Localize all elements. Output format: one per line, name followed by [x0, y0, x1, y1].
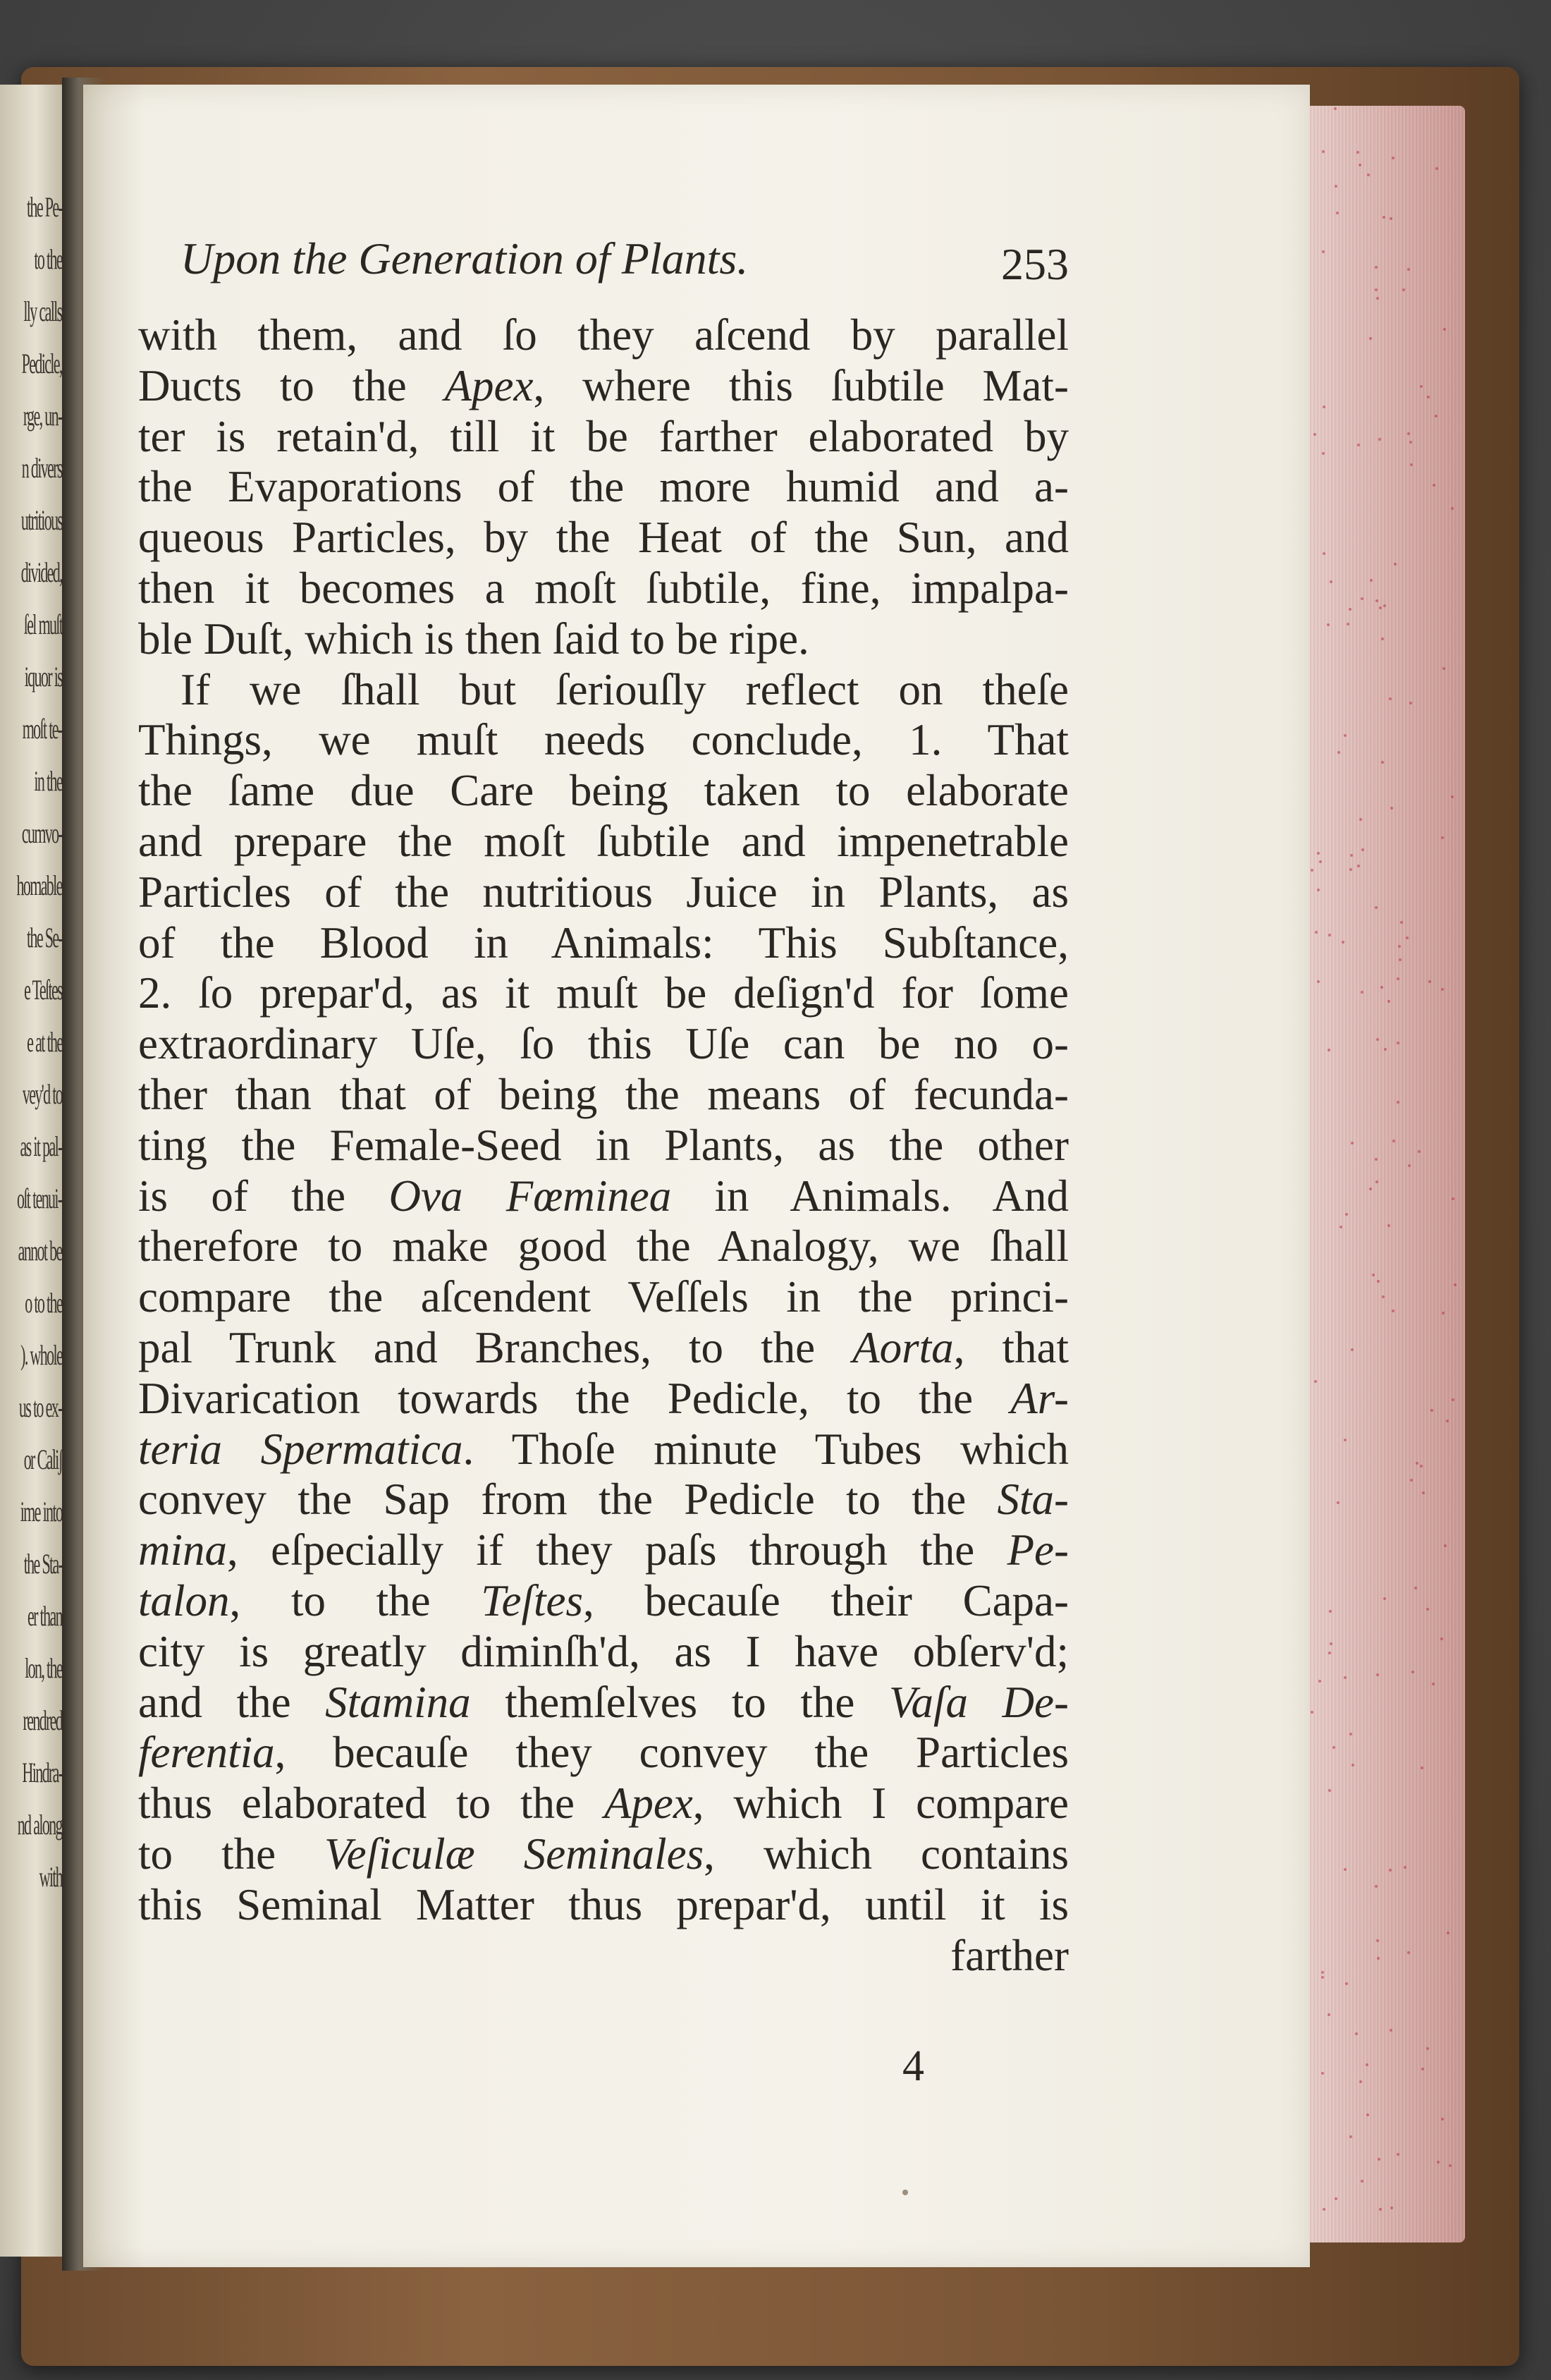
text-line [138, 867, 1069, 918]
edge-speck [1359, 164, 1361, 166]
facing-page-fragment: n divers [21, 452, 62, 484]
facing-page-fragment: ime into [20, 1496, 62, 1527]
edge-speck [1328, 1789, 1331, 1792]
edge-speck [1345, 1213, 1348, 1216]
edge-speck [1433, 484, 1435, 487]
edge-speck [1345, 1982, 1348, 1985]
facing-page-fragment: lon, the [25, 1652, 62, 1684]
edge-speck [1408, 1164, 1411, 1167]
text-line [138, 1627, 1069, 1678]
edge-speck [1380, 986, 1383, 989]
facing-page-fragment: divided, [20, 556, 62, 588]
edge-speck [1392, 1140, 1395, 1142]
edge-speck [1361, 597, 1363, 600]
text-run: , where this ſubtile Mat- [533, 360, 1069, 410]
facing-page-fragment: rge, un- [23, 400, 62, 432]
edge-speck [1375, 288, 1378, 291]
text-run: in Animals. And [671, 1171, 1069, 1221]
edge-speck [1416, 1462, 1418, 1465]
italic-term: Veſiculæ Seminales [324, 1829, 704, 1879]
edge-speck [1375, 1158, 1378, 1161]
edge-speck [1397, 2153, 1399, 2156]
facing-page-fragment: the Sta- [23, 1548, 62, 1580]
edge-speck [1372, 1274, 1375, 1276]
edge-speck [1383, 1597, 1386, 1600]
edge-speck [1321, 1976, 1324, 1979]
text-line [138, 563, 1069, 614]
italic-term: ferentia [138, 1728, 275, 1778]
italic-term: Ar- [1010, 1373, 1069, 1423]
edge-speck [1410, 463, 1413, 466]
edge-speck [1357, 865, 1360, 867]
edge-speck [1410, 1479, 1413, 1482]
edge-speck [1319, 860, 1322, 863]
edge-speck [1334, 107, 1337, 110]
text-run: ble Duſt, which is then ſaid to be ripe. [138, 614, 809, 664]
text-run: pal Trunk and Branches, to the [138, 1322, 853, 1372]
edge-speck [1375, 1885, 1378, 1888]
edge-speck [1356, 151, 1359, 154]
edge-speck [1357, 444, 1360, 446]
facing-page-fragment: homable [16, 869, 62, 901]
edge-speck [1378, 438, 1381, 441]
facing-page-fragment: as it pal- [20, 1130, 62, 1162]
edge-speck [1321, 1971, 1324, 1974]
edge-speck [1442, 667, 1445, 670]
edge-speck [1359, 2080, 1362, 2083]
edge-speck [1444, 1544, 1447, 1547]
facing-page-fragment: utritious [20, 504, 62, 536]
edge-speck [1441, 836, 1444, 839]
edge-speck [1437, 2161, 1440, 2164]
edge-speck [1375, 1180, 1378, 1183]
edge-speck [1426, 1608, 1429, 1611]
edge-speck [1383, 604, 1386, 607]
edge-speck [1349, 1733, 1352, 1735]
edge-speck [1335, 185, 1337, 188]
facing-page-fragment: the Se- [26, 922, 62, 953]
edge-speck [1323, 552, 1325, 555]
edge-speck [1376, 1939, 1379, 1942]
italic-term: Teſtes [481, 1575, 583, 1625]
edge-speck [1317, 852, 1320, 855]
edge-speck [1322, 150, 1325, 153]
edge-speck [1397, 977, 1399, 980]
edge-speck [1400, 921, 1403, 924]
text-run: thus elaborated to the [138, 1778, 604, 1829]
italic-term: Sta- [997, 1475, 1069, 1525]
edge-speck [1447, 1932, 1449, 1934]
edge-speck [1322, 250, 1325, 253]
text-line [138, 715, 1069, 766]
text-line [138, 361, 1069, 412]
edge-speck [1376, 1038, 1379, 1041]
text-run: with them, and ſo they aſcend by parallel [138, 310, 1069, 360]
facing-page-fragment: moſt te- [23, 713, 62, 745]
edge-speck [1454, 1283, 1457, 1286]
edge-speck [1451, 507, 1454, 510]
text-run: ter is retain'd, till it be farther elaborated by [138, 411, 1069, 461]
facing-page-fragment: with [39, 1861, 62, 1893]
text-line [138, 1019, 1069, 1070]
edge-speck [1441, 2118, 1444, 2120]
text-run: , eſpecially if they paſs through the [227, 1525, 1007, 1575]
text-run: themſelves to the [470, 1677, 889, 1727]
facing-page-fragment: nd along [17, 1809, 62, 1841]
edge-speck [1361, 991, 1363, 994]
edge-speck [1317, 980, 1320, 983]
edge-speck [1366, 2113, 1369, 2116]
edge-speck [1402, 288, 1405, 291]
edge-speck [1375, 599, 1378, 602]
text-run: , to the [229, 1575, 482, 1625]
edge-speck [1421, 1766, 1423, 1769]
edge-speck [1418, 1150, 1421, 1153]
edge-speck [1394, 563, 1397, 566]
page-edges [1310, 106, 1465, 2242]
facing-page-fragment: er than [27, 1600, 62, 1632]
text-line [138, 614, 1069, 665]
text-line [138, 513, 1069, 563]
facing-page-fragment: e Teſtes [24, 974, 62, 1006]
italic-term: Apex [444, 360, 534, 410]
signature-mark: 4 [902, 2042, 924, 2090]
edge-speck [1384, 1048, 1387, 1051]
edge-speck [1311, 869, 1313, 872]
ink-speck [902, 2190, 908, 2195]
edge-speck [1361, 2180, 1363, 2183]
italic-term: teria Spermatica [138, 1424, 463, 1474]
text-line [138, 1880, 1069, 1931]
edge-speck [1369, 1188, 1372, 1190]
edge-speck [1313, 433, 1316, 436]
edge-speck [1449, 2164, 1452, 2167]
edge-speck [1442, 1312, 1445, 1314]
facing-page-fragment: Hindra- [22, 1757, 62, 1788]
edge-speck [1344, 1868, 1347, 1871]
edge-speck [1406, 936, 1409, 939]
text-run: Ducts to the [138, 360, 445, 410]
edge-speck [1329, 1610, 1332, 1613]
text-line [138, 462, 1069, 513]
edge-speck [1426, 2047, 1429, 2050]
facing-page-fragment: to the [34, 243, 62, 275]
italic-term: Pe- [1007, 1525, 1069, 1575]
edge-speck [1446, 1420, 1449, 1422]
facing-page-fragment: cumvo- [21, 817, 62, 849]
edge-speck [1336, 212, 1339, 214]
edge-speck [1390, 2029, 1392, 2032]
facing-page-fragment: ſel muſt [23, 609, 62, 640]
text-line [138, 1525, 1069, 1576]
italic-term: Stamina [325, 1677, 471, 1727]
text-line [138, 1678, 1069, 1728]
edge-speck [1314, 1380, 1317, 1383]
text-run: , that [953, 1322, 1069, 1372]
edge-speck [1361, 848, 1364, 851]
edge-speck [1315, 931, 1318, 934]
edge-speck [1381, 761, 1384, 764]
text-line [138, 1070, 1069, 1121]
edge-speck [1440, 1637, 1443, 1640]
text-run: If we ſhall but ſeriouſly reflect on theſe [180, 664, 1069, 714]
text-line [138, 1829, 1069, 1880]
edge-speck [1337, 1501, 1340, 1504]
edge-speck [1321, 2072, 1324, 2075]
text-line [138, 1121, 1069, 1171]
text-run: to the [138, 1829, 325, 1879]
edge-speck [1451, 795, 1454, 798]
edge-speck [1351, 1348, 1354, 1351]
edge-speck [1409, 441, 1412, 444]
edge-speck [1383, 216, 1385, 219]
edge-speck [1407, 1951, 1410, 1954]
edge-speck [1351, 1142, 1354, 1145]
text-run: ther than that of being the means of fecunda- [138, 1069, 1069, 1119]
text-run: is of the [138, 1171, 389, 1221]
edge-speck [1323, 405, 1325, 408]
facing-page-fragment: ). whole [20, 1339, 62, 1371]
edge-speck [1359, 818, 1362, 821]
edge-speck [1323, 2208, 1325, 2211]
text-line [138, 817, 1069, 867]
text-line [138, 665, 1069, 716]
edge-speck [1420, 1465, 1423, 1467]
edge-speck [1355, 2032, 1358, 2035]
facing-page-fragment: oſt tenui- [17, 1183, 62, 1214]
facing-page-sliver [0, 85, 65, 2257]
edge-speck [1430, 1409, 1433, 1412]
text-line [138, 1576, 1069, 1627]
edge-speck [1351, 1764, 1354, 1766]
edge-speck [1344, 734, 1347, 737]
page-text-block [138, 233, 1069, 1981]
text-run: the Evaporations of the more humid and a- [138, 462, 1069, 512]
italic-term: Aorta [852, 1322, 954, 1372]
text-run: of the Blood in Animals: This Subſtance, [138, 917, 1069, 968]
edge-speck [1392, 1310, 1394, 1312]
edge-speck [1366, 2063, 1368, 2066]
facing-page-fragment: iquor is [24, 661, 62, 692]
edge-speck [1381, 637, 1384, 640]
text-run: therefore to make good the Analogy, we ſhall [138, 1221, 1069, 1271]
text-run: , which I compare [692, 1778, 1069, 1829]
facing-page-fragment: in the [34, 765, 62, 797]
text-run: then it becomes a moſt ſubtile, fine, impalpa- [138, 563, 1069, 613]
text-line [138, 1323, 1069, 1374]
edge-speck [1382, 1295, 1385, 1298]
edge-speck [1443, 328, 1446, 331]
edge-speck [1379, 2208, 1382, 2211]
text-line [138, 1728, 1069, 1778]
facing-page-fragment: annot be [18, 1235, 62, 1267]
edge-speck [1318, 1680, 1321, 1683]
italic-term: Vaſa De- [888, 1677, 1069, 1727]
edge-speck [1409, 702, 1412, 704]
edge-speck [1441, 988, 1444, 991]
edge-speck [1377, 1280, 1380, 1283]
text-line [138, 1374, 1069, 1424]
edge-speck [1420, 385, 1423, 388]
edge-speck [1452, 1398, 1454, 1401]
edge-speck [1432, 1683, 1435, 1685]
edge-speck [1328, 2013, 1330, 2016]
edge-speck [1377, 1957, 1380, 1960]
edge-speck [1399, 958, 1402, 961]
edge-speck [1407, 432, 1410, 435]
facing-page-fragment: vey'd to [22, 1078, 62, 1110]
facing-page-fragment: lly calls [23, 295, 62, 327]
edge-speck [1344, 1439, 1347, 1441]
text-run: Things, we muſt needs conclude, 1. That [138, 715, 1069, 765]
edge-speck [1435, 167, 1438, 170]
text-line [138, 1221, 1069, 1272]
edge-speck [1414, 1587, 1417, 1589]
edge-speck [1390, 2207, 1393, 2209]
text-run: compare the aſcendent Veſſels in the princi- [138, 1272, 1069, 1322]
edge-speck [1328, 934, 1331, 936]
text-run: city is greatly diminſh'd, as I have obſerv'd; [138, 1626, 1069, 1676]
text-run: , becauſe their Capa- [582, 1575, 1069, 1625]
edge-speck [1427, 396, 1430, 398]
edge-speck [1392, 157, 1394, 159]
text-run: . Thoſe minute Tubes which [462, 1424, 1069, 1474]
edge-speck [1327, 623, 1330, 626]
facing-page-fragment: e at the [26, 1026, 62, 1058]
text-run: ting the Female-Seed in Plants, as the other [138, 1120, 1069, 1170]
edge-speck [1452, 1197, 1454, 1200]
edge-speck [1330, 580, 1332, 583]
text-run: and the [138, 1677, 326, 1727]
facing-page-fragment: o to the [25, 1287, 62, 1319]
italic-term: Ova Fœminea [388, 1171, 672, 1221]
italic-term: mina [138, 1525, 227, 1575]
edge-speck [1322, 452, 1325, 455]
edge-speck [1390, 217, 1392, 220]
edge-speck [1397, 1101, 1399, 1104]
italic-term: Apex [603, 1778, 693, 1829]
edge-speck [1335, 2197, 1337, 2200]
running-title: Upon the Generation of Plants. [180, 233, 749, 283]
text-run: , becauſe they convey the Particles [274, 1728, 1069, 1778]
running-head [138, 233, 1069, 310]
edge-speck [1397, 1042, 1399, 1044]
edge-speck [1389, 697, 1392, 700]
edge-speck [1389, 1869, 1392, 1872]
text-line [138, 766, 1069, 817]
edge-speck [1342, 941, 1344, 944]
edge-speck [1311, 1711, 1313, 1714]
text-run: Particles of the nutritious Juice in Plants, as [138, 867, 1069, 917]
text-line [138, 1272, 1069, 1323]
edge-speck [1328, 1049, 1330, 1051]
edge-speck [1317, 889, 1320, 891]
text-line [138, 1171, 1069, 1222]
edge-speck [1435, 415, 1437, 417]
edge-speck [1344, 1676, 1347, 1679]
catchword: farther [950, 1930, 1069, 1980]
italic-term: talon [138, 1575, 230, 1625]
page-number: 253 [1001, 239, 1069, 289]
facing-page-fragment: us to ex- [19, 1391, 62, 1423]
edge-speck [1337, 751, 1340, 754]
facing-page-fragment: rendred [23, 1704, 62, 1736]
edge-speck [1349, 608, 1351, 611]
text-line [138, 1778, 1069, 1829]
text-run: queous Particles, by the Heat of the Sun, and [138, 513, 1069, 563]
text-run: extraordinary Uſe, ſo this Uſe can be no o- [138, 1019, 1069, 1069]
edge-speck [1350, 854, 1353, 857]
edge-speck [1347, 623, 1349, 625]
text-line [138, 1424, 1069, 1475]
text-run: and prepare the moſt ſubtile and impenetrable [138, 816, 1069, 866]
edge-speck [1375, 906, 1378, 909]
text-run: the ſame due Care being taken to elaborate [138, 766, 1069, 816]
edge-speck [1387, 1224, 1390, 1227]
facing-page-fragment: or Caliʃ [23, 1444, 62, 1475]
edge-speck [1349, 2135, 1352, 2138]
edge-speck [1398, 945, 1401, 948]
edge-speck [1367, 173, 1370, 176]
edge-speck [1375, 266, 1378, 269]
text-run: 2. ſo prepar'd, as it muſt be deſign'd for ſome [138, 968, 1069, 1018]
edge-speck [1378, 2158, 1380, 2161]
text-line [138, 1475, 1069, 1525]
text-line [138, 968, 1069, 1019]
edge-speck [1422, 1491, 1425, 1494]
text-line [138, 310, 1069, 361]
text-run: , which contains [704, 1829, 1069, 1879]
edge-speck [1330, 1642, 1332, 1645]
text-line [138, 918, 1069, 969]
text-run: convey the Sap from the Pedicle to the [138, 1475, 998, 1525]
text-run: this Seminal Matter thus prepar'd, until it is [138, 1879, 1069, 1929]
edge-speck [1407, 268, 1410, 271]
edge-speck [1428, 980, 1431, 983]
edge-speck [1349, 868, 1352, 871]
facing-page-fragment: the Pe- [26, 191, 62, 223]
facing-page-fragment: Pedicle, [21, 348, 62, 379]
edge-speck [1379, 606, 1382, 609]
edge-speck [1421, 2068, 1424, 2070]
body-text [138, 310, 1069, 1931]
edge-speck [1376, 297, 1379, 300]
edge-speck [1340, 1226, 1342, 1228]
edge-speck [1404, 1866, 1406, 1869]
edge-speck [1332, 1746, 1335, 1749]
edge-speck [1328, 1652, 1331, 1654]
edge-speck [1411, 1671, 1414, 1673]
edge-speck [1387, 1000, 1390, 1003]
edge-speck [1376, 1673, 1379, 1676]
text-run: Divarication towards the Pedicle, to the [138, 1373, 1011, 1423]
text-line [138, 412, 1069, 463]
edge-speck [1370, 579, 1373, 582]
edge-speck [1369, 337, 1372, 340]
edge-speck [1390, 807, 1393, 810]
